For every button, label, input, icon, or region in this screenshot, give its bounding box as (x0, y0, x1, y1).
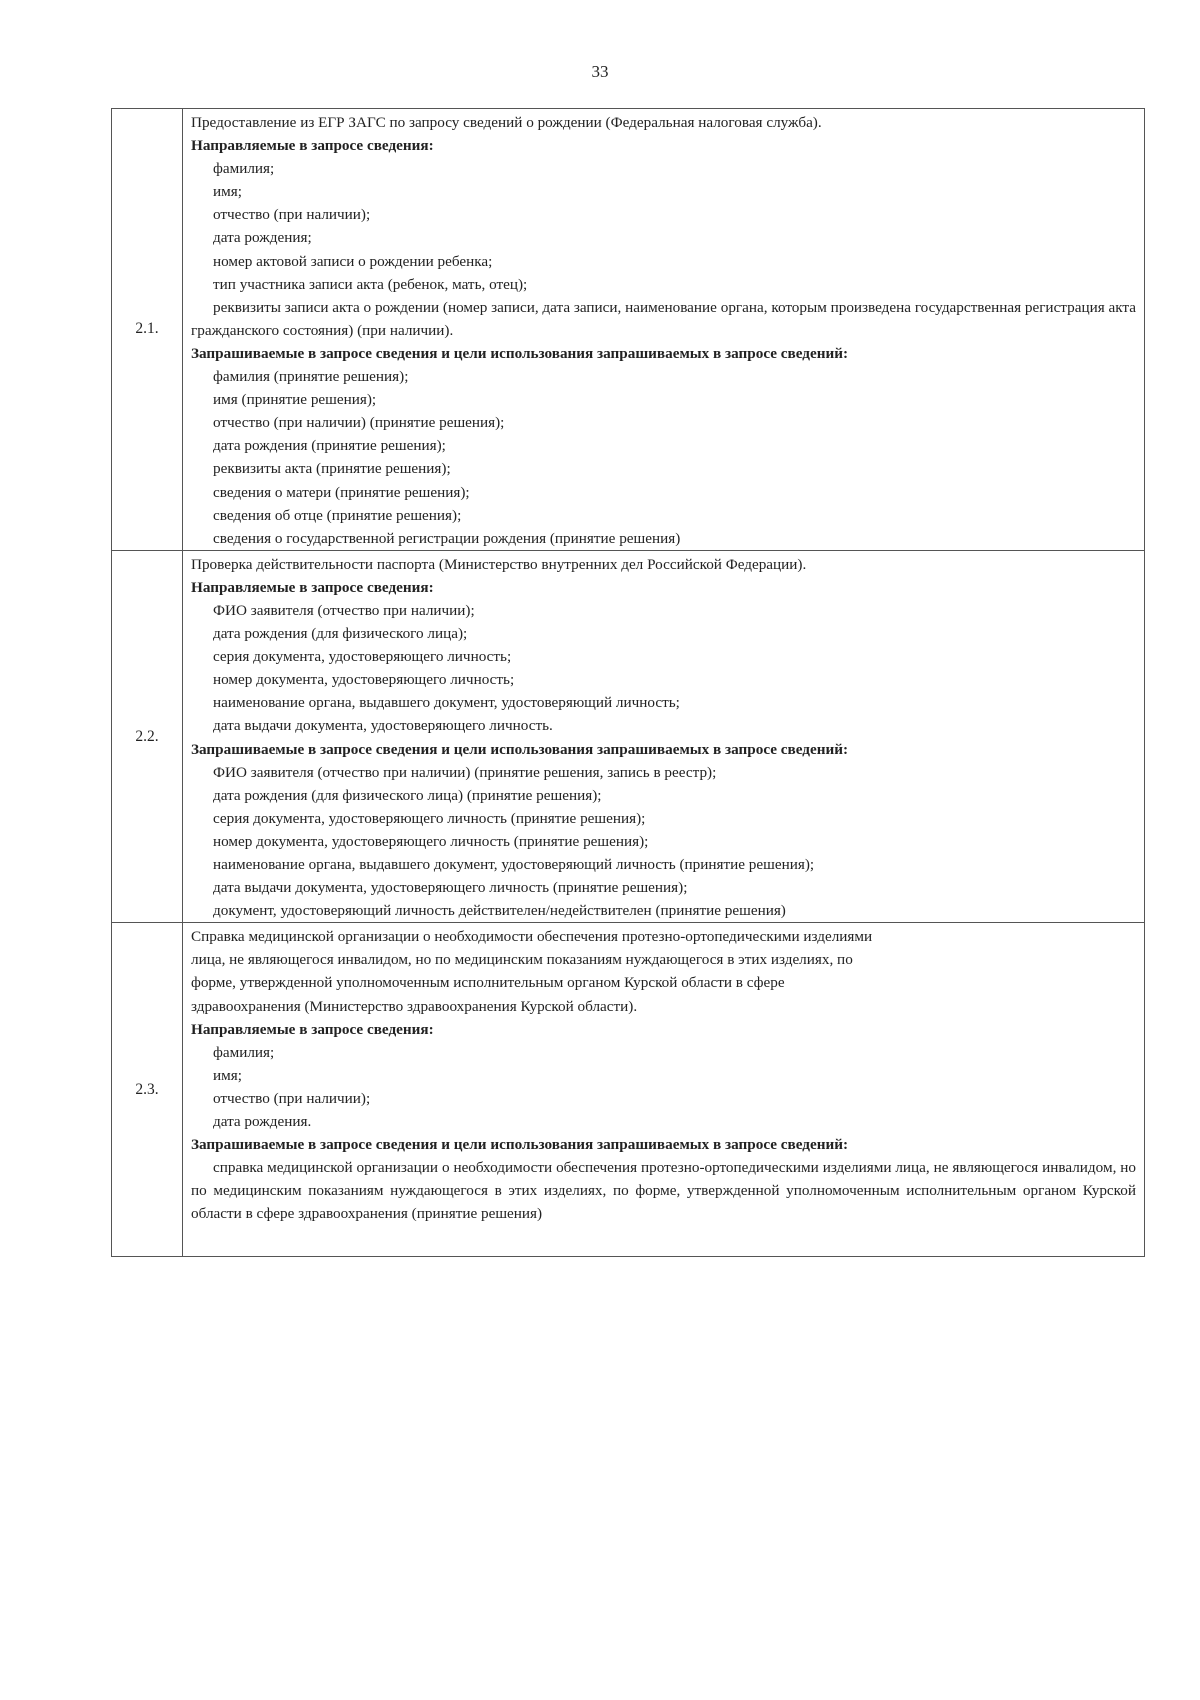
table-row (112, 923, 1145, 1257)
list-item: номер актовой записи о рождении ребенка; (213, 252, 493, 270)
list-item: дата рождения; (213, 229, 312, 247)
list-item: дата выдачи документа, удостоверяющего личность. (213, 717, 553, 735)
list-item: фамилия; (213, 1043, 275, 1061)
list-item: сведения о матери (принятие решения); (213, 483, 470, 501)
list-item: тип участника записи акта (ребенок, мать, отец); (213, 275, 528, 293)
list-item: дата рождения (для физического лица); (213, 625, 468, 643)
row-title: Проверка действительности паспорта (Министерство внутренних дел Российской Федерации). (191, 555, 807, 573)
services-table (111, 108, 1145, 1257)
row-number: 2.2. (112, 550, 183, 923)
row-title-line: лица, не являющегося инвалидом, но по медицинским показаниям нуждающегося в этих изделиях, по (191, 951, 853, 969)
list-item: дата рождения. (213, 1113, 312, 1131)
requested-heading: Запрашиваемые в запросе сведения и цели использования запрашиваемых в запросе сведений: (191, 1136, 849, 1154)
list-item: серия документа, удостоверяющего личность (принятие решения); (213, 809, 646, 827)
list-item: отчество (при наличии); (213, 206, 371, 224)
row-content (183, 923, 1145, 1257)
list-item: ФИО заявителя (отчество при наличии) (принятие решения, запись в реестр); (213, 763, 717, 781)
list-item: ФИО заявителя (отчество при наличии); (213, 601, 475, 619)
row-number: 2.1. (112, 109, 183, 551)
table-row (112, 550, 1145, 923)
list-item: номер документа, удостоверяющего личность; (213, 671, 515, 689)
list-item: серия документа, удостоверяющего личность; (213, 648, 512, 666)
list-item: имя; (213, 1066, 242, 1084)
list-item-long: справка медицинской организации о необходимости обеспечения протезно-ортопедическими изделиями лица, не являющегося инвалидом, но по медицинским показаниям нуждающегося в этих изделиях, по форме, утвержденной уполномоченным исполнительным органом Курской области в сфере здравоохранения (принятие решения) (191, 1159, 1136, 1223)
row-title: Предоставление из ЕГР ЗАГС по запросу сведений о рождении (Федеральная налоговая служба). (191, 114, 822, 131)
row-content (183, 109, 1145, 551)
row-content (183, 550, 1145, 923)
sent-heading: Направляемые в запросе сведения: (191, 578, 434, 596)
list-item: документ, удостоверяющий личность действителен/недействителен (принятие решения) (213, 902, 786, 920)
list-item: отчество (при наличии); (213, 1089, 371, 1107)
table-row (112, 109, 1145, 551)
list-item: дата рождения (принятие решения); (213, 437, 446, 455)
sent-heading: Направляемые в запросе сведения: (191, 137, 434, 155)
sent-heading: Направляемые в запросе сведения: (191, 1020, 434, 1038)
list-item: отчество (при наличии) (принятие решения); (213, 414, 505, 432)
row-title-line: здравоохранения (Министерство здравоохранения Курской области). (191, 997, 638, 1015)
list-item: наименование органа, выдавшего документ, удостоверяющий личность; (213, 694, 680, 712)
list-item: номер документа, удостоверяющего личность (принятие решения); (213, 832, 649, 850)
list-item: дата рождения (для физического лица) (принятие решения); (213, 786, 602, 804)
row-title-line: форме, утвержденной уполномоченным исполнительным органом Курской области в сфере (191, 974, 785, 992)
list-item: наименование органа, выдавшего документ, удостоверяющий личность (принятие решения); (213, 856, 815, 873)
requested-heading: Запрашиваемые в запросе сведения и цели использования запрашиваемых в запросе сведений: (191, 344, 849, 362)
list-item: сведения об отце (принятие решения); (213, 506, 462, 524)
list-item: дата выдачи документа, удостоверяющего личность (принятие решения); (213, 879, 688, 897)
list-item: имя (принятие решения); (213, 391, 377, 409)
requested-heading: Запрашиваемые в запросе сведения и цели использования запрашиваемых в запросе сведений: (191, 740, 849, 758)
list-item: сведения о государственной регистрации рождения (принятие решения) (213, 529, 681, 547)
list-item: реквизиты акта (принятие решения); (213, 460, 451, 478)
row-title-line: Справка медицинской организации о необходимости обеспечения протезно-ортопедическими изделиями (191, 928, 873, 946)
list-item: имя; (213, 183, 242, 201)
row-number: 2.3. (112, 923, 183, 1257)
list-item: фамилия; (213, 160, 275, 178)
list-item-long: реквизиты записи акта о рождении (номер записи, дата записи, наименование органа, которым произведена государственная регистрация акта гражданского состояния) (при наличии). (191, 298, 1136, 339)
page-number: 33 (591, 62, 609, 81)
list-item: фамилия (принятие решения); (213, 368, 409, 386)
